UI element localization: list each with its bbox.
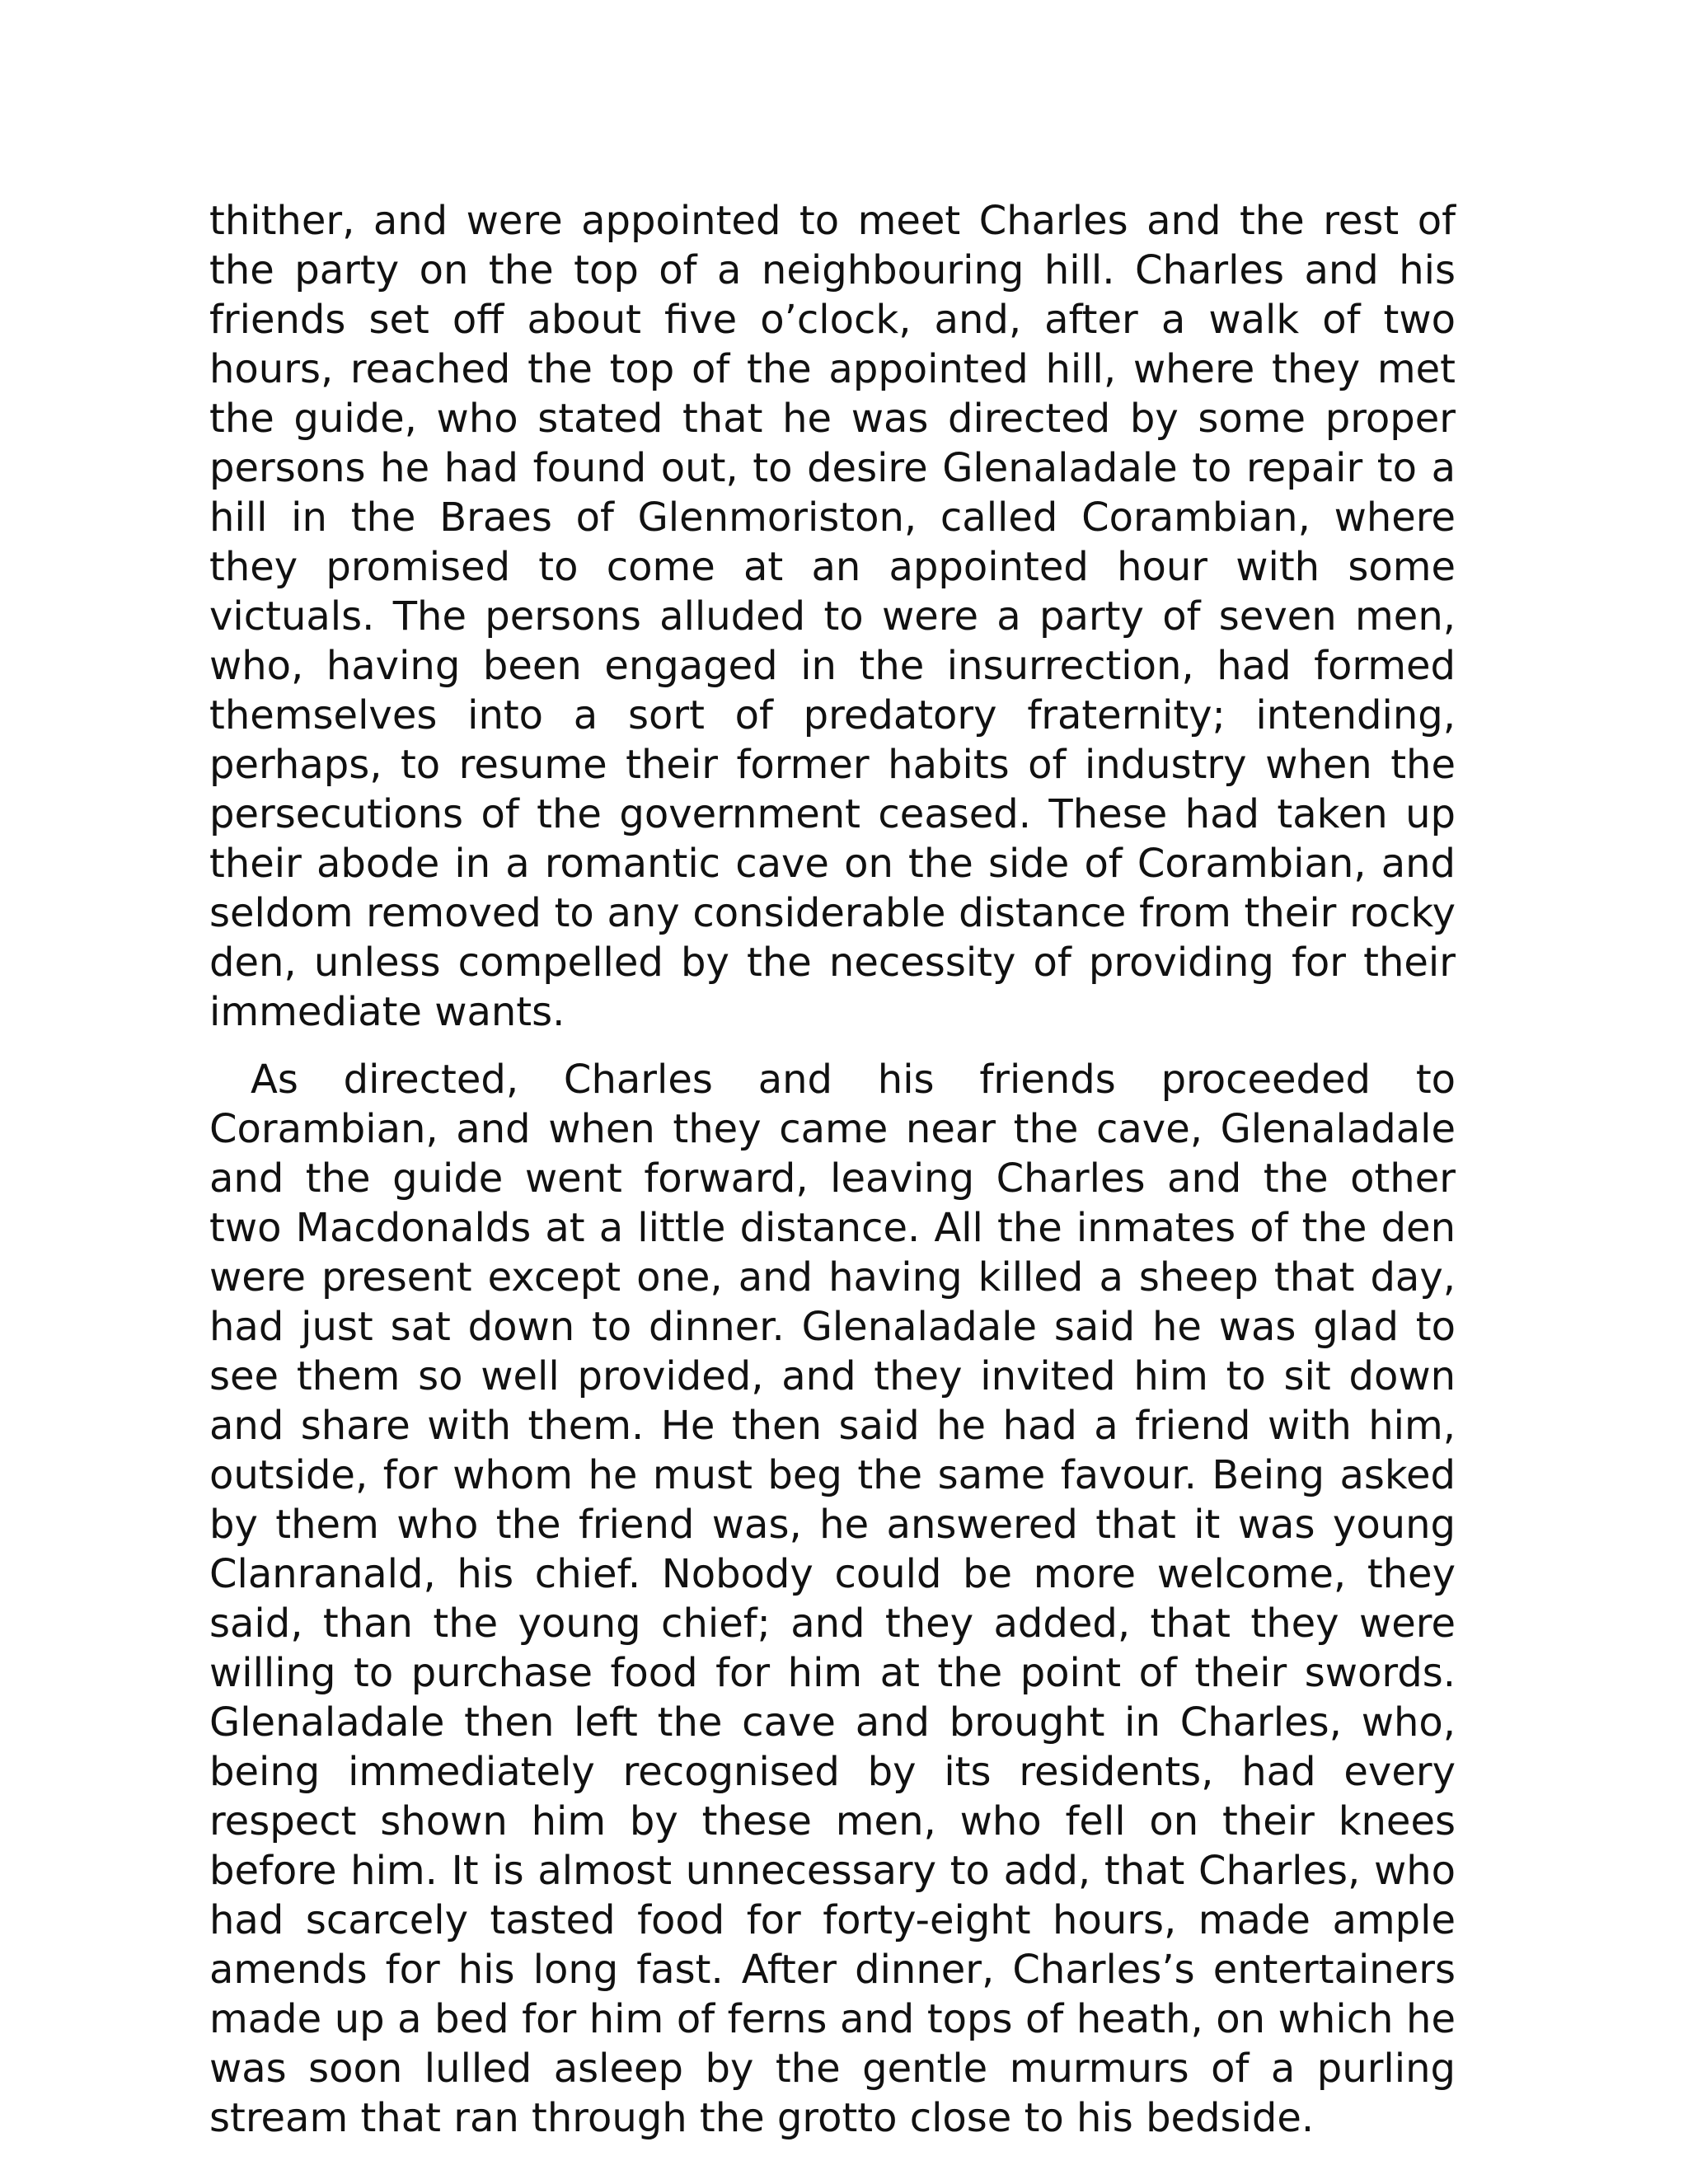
paragraph-2: As directed, Charles and his friends proceeded to Corambian, and when they came near the cave, Glenaladale and the guide went forward, leaving Charles and the other two Macdonalds at a little distance. All the inmates of the den were present except one, and having killed a sheep that day, had just sat down to dinner. Glenaladale said he was glad to see them so well provided, and they invited him to sit down and share with them. He then said he had a friend with him, outside, for whom he must beg the same favour. Being asked by them who the friend was, he answered that it was young Clanranald, his chief. Nobody could be more welcome, they said, than the young chief; and they added, that they were willing to purchase food for him at the point of their swords. Glenaladale then left the cave and brought in Charles, who, being immediately recognised by its residents, had every respect shown him by these men, who fell on their knees before him. It is almost unnecessary to add, that Charles, who had scarcely tasted food for forty-eight hours, made ample amends for his long fast. After dinner, Charles’s entertainers made up a bed for him of ferns and tops of heath, on which he was soon lulled asleep by the gentle murmurs of a purling stream that ran through the grotto close to his bedside. [209, 1057, 1456, 2141]
paragraph-1: thither, and were appointed to meet Charles and the rest of the party on the top of a neighbouring hill. Charles and his friends set off about five o’clock, and, after a walk of two hours, reached the top of the appointed hill, where they met the guide, who stated that he was directed by some proper persons he had found out, to desire Glenaladale to repair to a hill in the Braes of Glenmoriston, called Corambian, where they promised to come at an appointed hour with some victuals. The persons alluded to were a party of seven men, who, having been engaged in the insurrection, had formed themselves into a sort of predatory fraternity; intending, perhaps, to resume their former habits of industry when the persecutions of the government ceased. These had taken up their abode in a romantic cave on the side of Corambian, and seldom removed to any considerable distance from their rocky den, unless compelled by the necessity of providing for their immediate wants. [209, 198, 1456, 1035]
page-body [209, 196, 1456, 2143]
